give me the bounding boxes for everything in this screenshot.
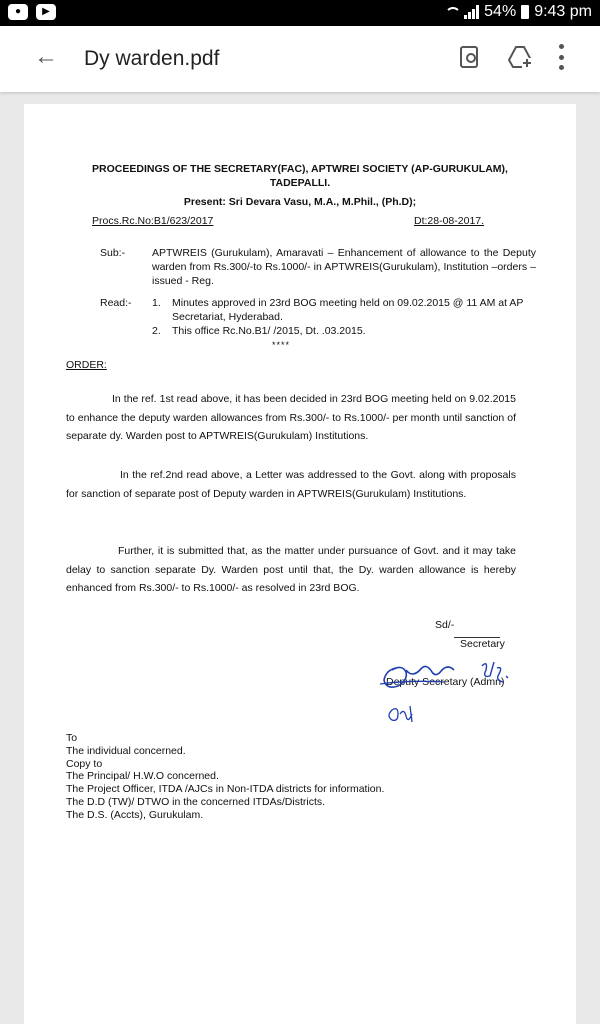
clock: 9:43 pm [534,3,592,20]
back-arrow-icon[interactable]: ← [34,43,58,70]
distribution-list [66,732,384,822]
copy-recipient-ds: The D.S. (Accts), Gurukulam. [66,808,204,821]
status-indicators [443,3,592,21]
subject-text: APTWREIS (Gurukulam), Amaravati – Enhancement of allowance to the Deputy warden from Rs.300/-to Rs.1000/- in APTWREIS(Gurukulam), Institution –orders –issued - Reg. [152,247,536,287]
header-line-1: PROCEEDINGS OF THE SECRETARY(FAC), APTWREI SOCIETY (AP-GURUKULAM), [92,163,508,175]
pdf-page[interactable] [24,104,576,1024]
read-list [152,296,542,338]
copy-recipient-dd: The D.D (TW)/ DTWO in the concerned ITDAs/Districts. [66,795,326,808]
read-item-2-number: 2. [152,325,161,337]
separator-stars: **** [272,340,291,350]
secretary-label: Secretary [460,638,505,650]
header-present: Present: Sri Devara Vasu, M.A., M.Phil., (Ph.D); [183,196,417,208]
add-to-drive-icon[interactable] [508,46,532,68]
signal-icon [464,5,479,19]
order-paragraph-2: In the ref.2nd read above, a Letter was addressed to the Govt. along with proposals for sanction of separate post of Deputy warden in APTWREIS(Gurukulam) Institutions. [66,469,516,500]
read-item-2 [152,324,542,338]
wifi-icon [443,5,459,19]
header-line-2: TADEPALLI. [269,177,331,189]
copy-to-label: Copy to [66,757,103,770]
procs-number: Procs.Rc.No:B1/623/2017 [92,215,214,227]
subject-label: Sub:- [100,247,126,259]
app-bar [0,26,600,92]
deputy-secretary-label: Deputy Secretary (Admn) [386,676,505,688]
read-item-2-text: This office Rc.No.B1/ /2015, Dt. .03.2015. [172,325,366,337]
app-notification-icon: ● [8,4,28,20]
order-paragraph-3: Further, it is submitted that, as the matter under pursuance of Govt. and it may take delay to sanction separate Dy. Warden post until that, the Dy. warden allowance is hereby enhanced from Rs.300/- to Rs.1000/- as resolved in 23rd BOG. [66,545,516,594]
copy-recipient-principal: The Principal/ H.W.O concerned. [66,770,219,783]
document-title: Dy warden.pdf [84,47,220,70]
read-item-1-text: Minutes approved in 23rd BOG meeting held on 09.02.2015 @ 11 AM at AP Secretariat, Hyderabad. [172,297,524,323]
document-body [24,104,576,1024]
search-in-document-icon[interactable] [460,46,478,68]
order-label: ORDER: [66,359,107,371]
read-item-1 [152,296,542,324]
battery-percent: 54% [484,3,517,20]
youtube-icon: ▶ [36,4,56,20]
copy-recipient-project-officer: The Project Officer, ITDA /AJCs in Non-ITDA districts for information. [66,783,385,796]
more-options-icon[interactable] [556,44,566,70]
procs-date: Dt:28-08-2017. [414,215,485,227]
handwritten-signature [354,644,514,734]
to-label: To [66,732,78,744]
read-label: Read:- [100,297,132,309]
status-bar [0,0,600,26]
recipient-individual: The individual concerned. [66,744,186,757]
read-item-1-number: 1. [152,297,161,309]
notification-icons [8,4,56,20]
sd-label: Sd/- [435,619,455,631]
order-paragraph-1: In the ref. 1st read above, it has been decided in 23rd BOG meeting held on 9.02.2015 to enhance the deputy warden allowances from Rs.300/- to Rs.1000/- per month until sanction of separate dy. Warden post to APTWREIS(Gurukulam) Institutions. [66,393,516,442]
battery-icon [521,5,529,19]
